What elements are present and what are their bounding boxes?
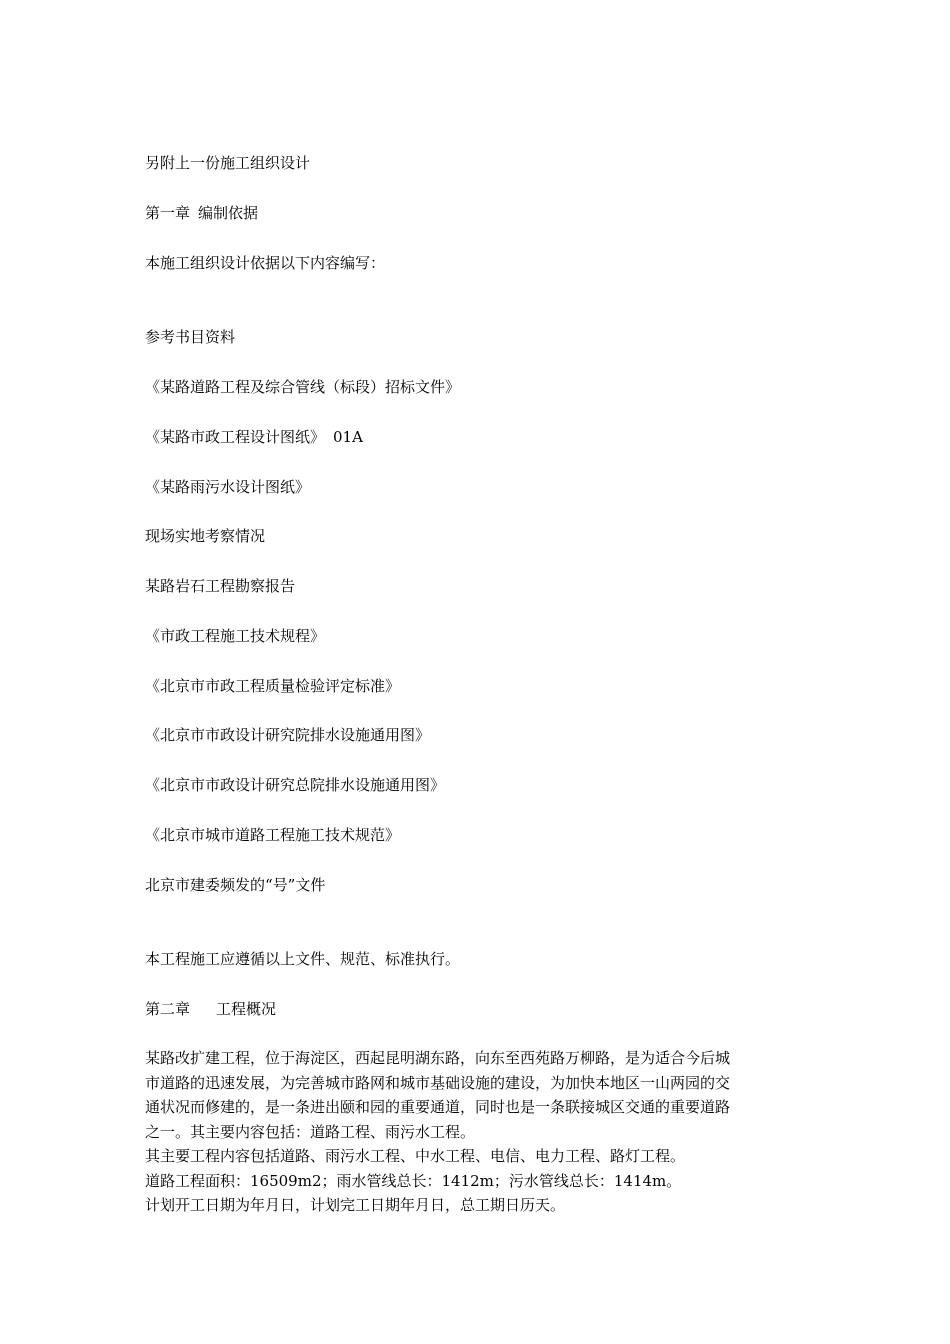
references-heading: 参考书目资料 <box>145 328 236 346</box>
reference-item: 《北京市市政设计研究院排水设施通用图》 <box>145 726 431 744</box>
scope-line: 其主要工程内容包括道路、雨污水工程、中水工程、电信、电力工程、路灯工程。 <box>145 1147 686 1165</box>
reference-code: 01A <box>333 428 363 446</box>
overview-line: 之一。其主要内容包括：道路工程、雨污水工程。 <box>145 1122 476 1141</box>
chapter-1-number: 第一章 <box>145 204 191 222</box>
reference-item: 《某路道路工程及综合管线（标段）招标文件》 <box>145 378 461 396</box>
reference-item: 某路岩石工程勘察报告 <box>145 577 296 595</box>
reference-item: 《北京市市政工程质量检验评定标准》 <box>145 677 401 695</box>
overview-paragraph <box>145 1046 809 1218</box>
chapter-2-heading <box>145 999 276 1019</box>
reference-item <box>145 427 363 447</box>
basis-intro: 本施工组织设计依据以下内容编写： <box>145 254 386 272</box>
chapter-2-number: 第二章 <box>145 1000 191 1018</box>
overview-line: 通状况而修建的，是一条进出颐和园的重要通道，同时也是一条联接城区交通的重要道路 <box>145 1098 731 1116</box>
intro-text: 另附上一份施工组织设计 <box>145 154 311 172</box>
reference-item: 现场实地考察情况 <box>145 527 266 545</box>
reference-item: 《某路雨污水设计图纸》 <box>145 478 311 496</box>
overview-line: 市道路的迅速发展，为完善城市路网和城市基础设施的建设，为加快本地区一山两园的交 <box>145 1073 731 1092</box>
schedule-line: 计划开工日期为年月日，计划完工日期年月日，总工期日历天。 <box>145 1196 566 1214</box>
reference-item: 《北京市市政设计研究总院排水设施通用图》 <box>145 776 446 794</box>
compliance-text: 本工程施工应遵循以上文件、规范、标准执行。 <box>145 950 461 968</box>
overview-line: 某路改扩建工程，位于海淀区，西起昆明湖东路，向东至西苑路万柳路，是为适合今后城 <box>145 1049 731 1067</box>
quantities-line: 道路工程面积：16509m2；雨水管线总长：1412m；污水管线总长：1414m。 <box>145 1171 682 1190</box>
reference-item: 《北京市城市道路工程施工技术规范》 <box>145 826 401 844</box>
reference-item: 《市政工程施工技术规程》 <box>145 627 326 645</box>
chapter-2-title: 工程概况 <box>216 1000 277 1018</box>
reference-item: 北京市建委频发的“号”文件 <box>145 876 326 894</box>
chapter-1-heading <box>145 203 258 223</box>
reference-title: 《某路市政工程设计图纸》 <box>145 428 326 446</box>
chapter-1-title: 编制依据 <box>198 204 259 222</box>
